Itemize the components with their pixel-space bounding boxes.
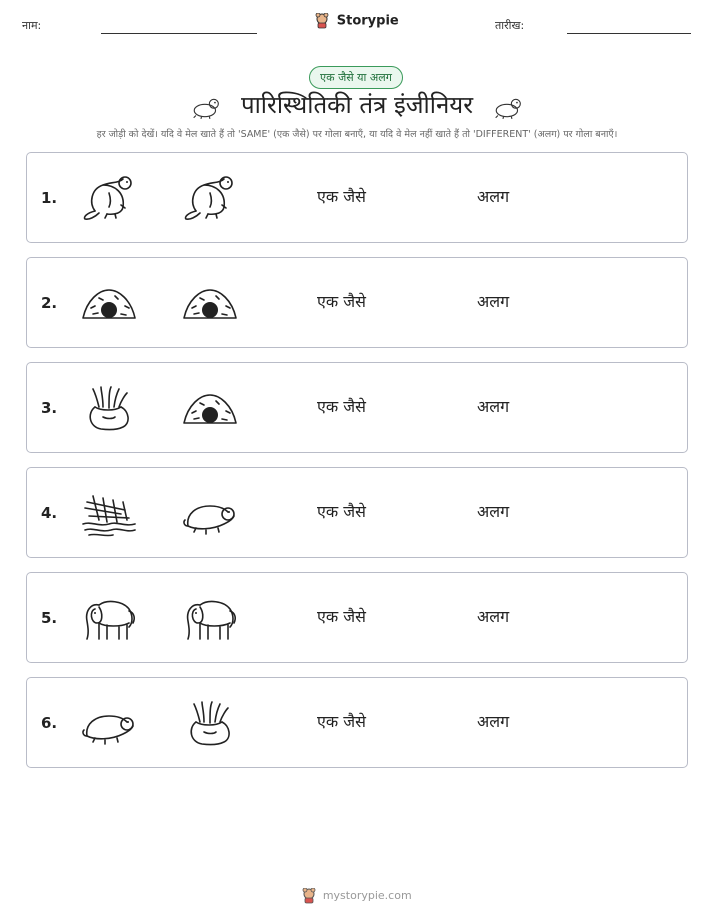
date-line[interactable] <box>567 33 691 34</box>
lodge-picture <box>81 278 137 328</box>
same-option[interactable]: एक जैसे <box>317 187 366 206</box>
item-number: 1. <box>41 189 58 207</box>
instructions: हर जोड़ी को देखें। यदि वे मेल खाते हैं तो 'SAME' (एक जैसे) पर गोला बनाएँ, या यदि वे मेल नहीं खाते हैं तो 'DIFFERENT' (अलग) पर गोला बनाएँ। <box>96 129 618 140</box>
dam-picture <box>81 488 137 538</box>
elephant-picture <box>81 593 137 643</box>
worksheet-type-badge: एक जैसे या अलग <box>309 66 403 89</box>
item-card-4 <box>26 467 688 558</box>
lodge-picture <box>182 383 238 433</box>
groundhog-picture <box>182 488 238 538</box>
footer <box>0 888 714 904</box>
item-card-3 <box>26 362 688 453</box>
storypie-logo-icon <box>302 888 316 904</box>
page-title: पारिस्थितिकी तंत्र इंजीनियर <box>240 91 474 119</box>
item-number: 3. <box>41 399 58 417</box>
groundhog-picture <box>81 698 137 748</box>
same-option[interactable]: एक जैसे <box>317 607 366 626</box>
item-number: 4. <box>41 504 58 522</box>
footer-url[interactable]: mystorypie.com <box>322 889 412 902</box>
beaver-picture <box>182 173 238 223</box>
brand-name: Storypie <box>336 13 399 29</box>
different-option[interactable]: अलग <box>477 607 510 626</box>
same-option[interactable]: एक जैसे <box>317 502 366 521</box>
item-number: 6. <box>41 714 58 732</box>
item-card-6 <box>26 677 688 768</box>
different-option[interactable]: अलग <box>477 187 510 206</box>
lodge-picture <box>182 278 238 328</box>
different-option[interactable]: अलग <box>477 502 510 521</box>
beaver-picture <box>81 173 137 223</box>
name-line[interactable] <box>101 33 257 34</box>
different-option[interactable]: अलग <box>477 712 510 731</box>
different-option[interactable]: अलग <box>477 397 510 416</box>
elephant-picture <box>182 593 238 643</box>
item-number: 2. <box>41 294 58 312</box>
groundhog-icon <box>492 92 524 120</box>
storypie-logo-icon <box>315 13 329 29</box>
same-option[interactable]: एक जैसे <box>317 292 366 311</box>
date-label: तारीख: <box>495 19 525 32</box>
item-card-2 <box>26 257 688 348</box>
same-option[interactable]: एक जैसे <box>317 712 366 731</box>
brand <box>0 13 714 29</box>
same-option[interactable]: एक जैसे <box>317 397 366 416</box>
item-card-5 <box>26 572 688 663</box>
anemone-picture <box>182 698 238 748</box>
item-card-1 <box>26 152 688 243</box>
name-label: नाम: <box>22 19 42 32</box>
anemone-picture <box>81 383 137 433</box>
different-option[interactable]: अलग <box>477 292 510 311</box>
item-number: 5. <box>41 609 58 627</box>
